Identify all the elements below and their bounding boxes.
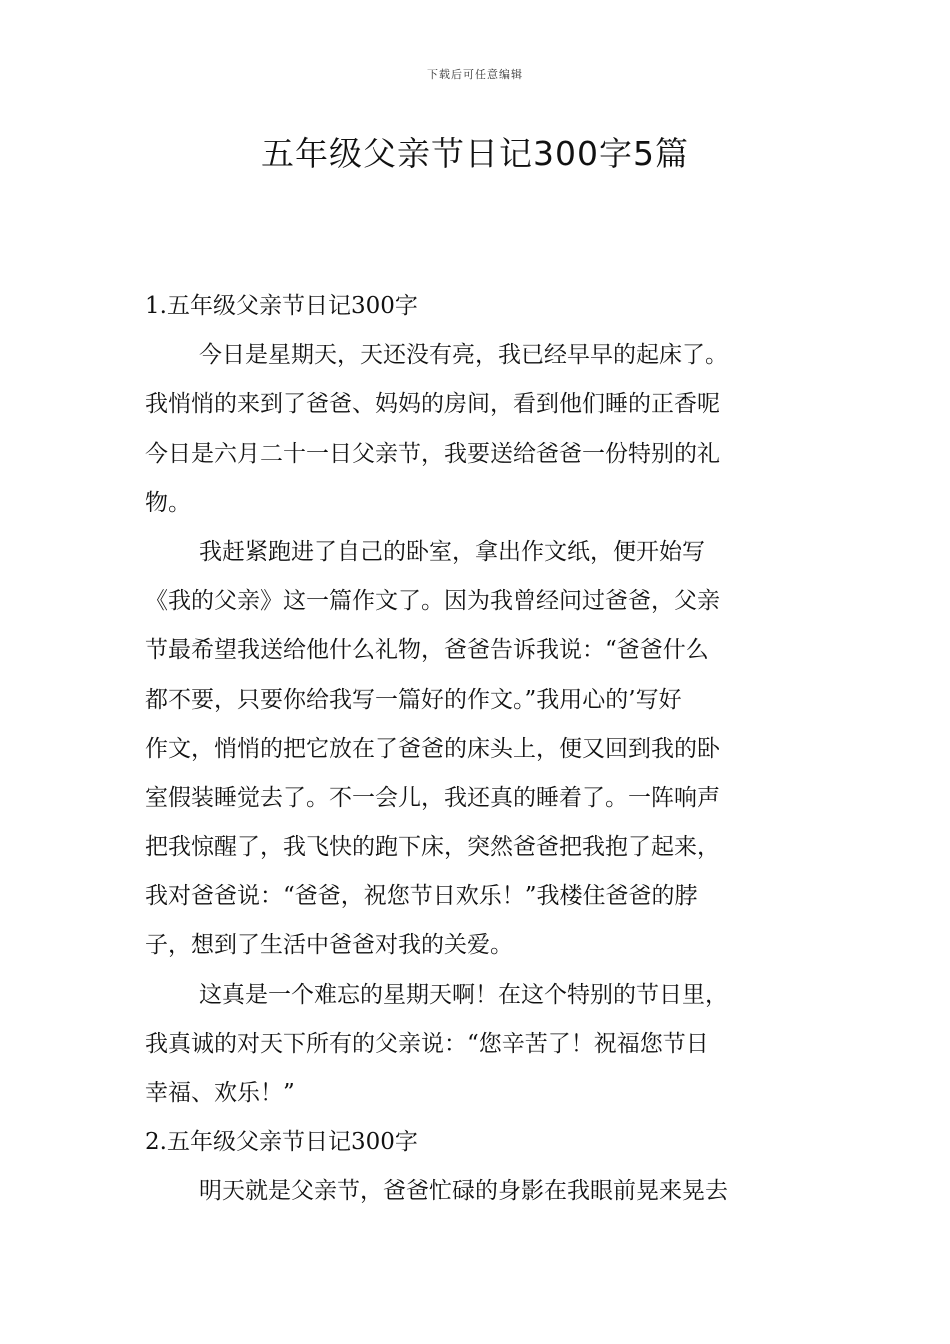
section-heading: 2.五年级父亲节日记300字 [145, 1129, 418, 1156]
paragraph-line: 物。 [145, 489, 191, 516]
document-title: 五年级父亲节日记300字5篇 [261, 134, 689, 173]
paragraph-line: 幸福、欢乐！” [145, 1080, 295, 1106]
paragraph-line: 节最希望我送给他什么礼物，爸爸告诉我说：“爸爸什么 [145, 637, 709, 664]
header-note: 下载后可任意编辑 [427, 68, 523, 81]
paragraph-line: 我对爸爸说：“爸爸，祝您节日欢乐！”我楼住爸爸的脖 [145, 883, 698, 910]
paragraph-line: 我悄悄的来到了爸爸、妈妈的房间，看到他们睡的正香呢 [145, 391, 720, 418]
paragraph-line: 今日是六月二十一日父亲节，我要送给爸爸一份特别的礼 [145, 440, 720, 467]
paragraph-line: 《我的父亲》这一篇作文了。因为我曾经问过爸爸，父亲 [145, 588, 720, 615]
paragraph-line: 我真诚的对天下所有的父亲说：“您辛苦了！祝福您节日 [145, 1030, 709, 1057]
paragraph-line: 我赶紧跑进了自己的卧室，拿出作文纸，便开始写 [199, 538, 705, 565]
document-body [145, 282, 810, 1217]
paragraph-line: 这真是一个难忘的星期天啊！在这个特别的节日里， [199, 981, 728, 1008]
paragraph-line: 明天就是父亲节，爸爸忙碌的身影在我眼前晃来晃去 [199, 1178, 728, 1205]
paragraph-line: 作文，悄悄的把它放在了爸爸的床头上，便又回到我的卧 [145, 735, 720, 762]
paragraph-line: 都不要，只要你给我写一篇好的作文。”我用心的’写好 [145, 686, 682, 713]
section-heading: 1.五年级父亲节日记300字 [145, 293, 418, 319]
paragraph-line: 室假装睡觉去了。不一会儿，我还真的睡着了。一阵响声 [145, 784, 720, 811]
paragraph-line: 今日是星期天，天还没有亮，我已经早早的起床了。 [199, 342, 728, 369]
paragraph-line: 子，想到了生活中爸爸对我的关爱。 [145, 932, 513, 959]
paragraph-line: 把我惊醒了，我飞快的跑下床，突然爸爸把我抱了起来， [145, 834, 720, 861]
